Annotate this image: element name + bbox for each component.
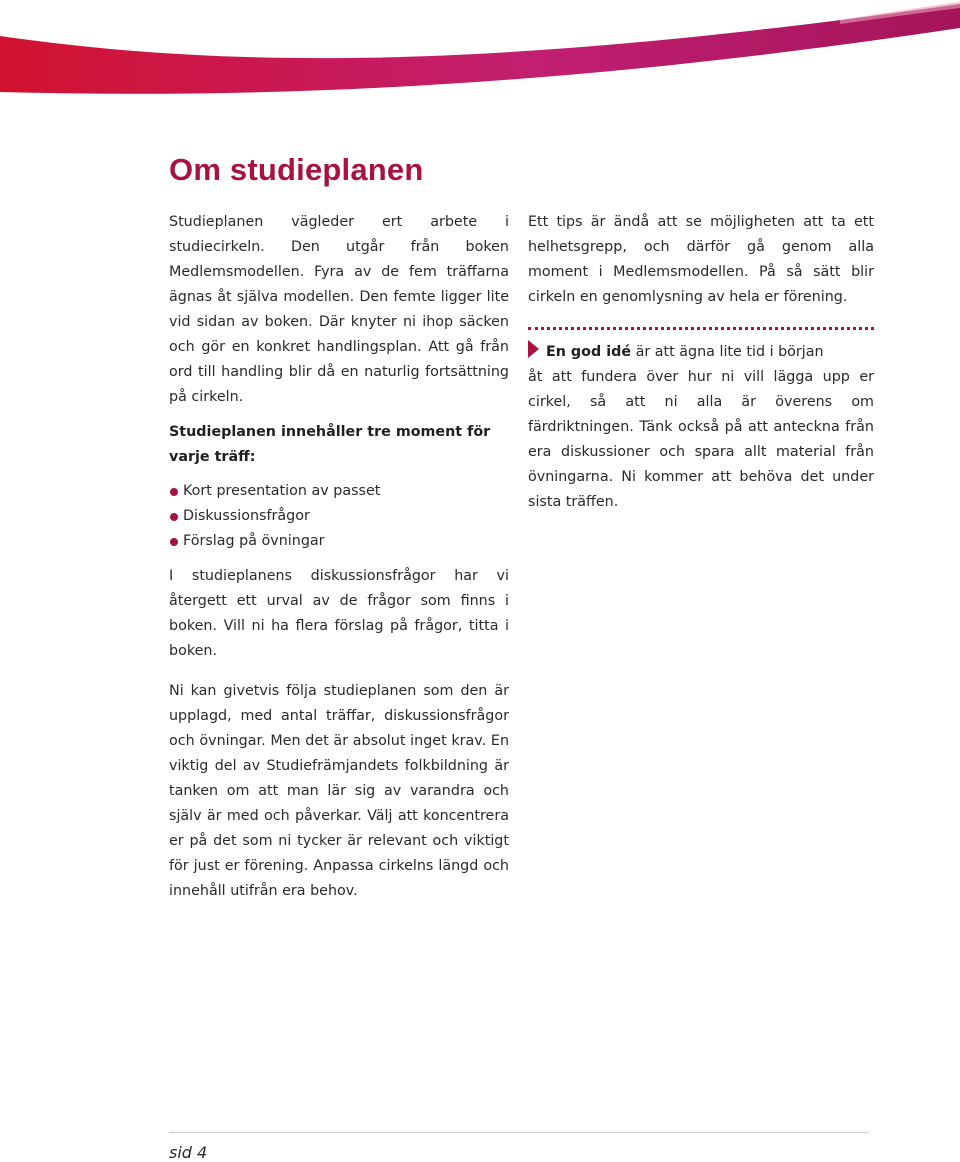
flexibility-paragraph: Ni kan givetvis följa studieplanen som den är upplagd, med antal träffar, diskussionsfrågor och övningar. Men det är absolut inget krav. En viktig del av Studiefrämjandets folkbildning är tanken om att man lär sig av varandra och själv är med och påverkar. Välj att koncentrera er på det som ni tycker är relevant och viktigt för just er förening. Anpassa cirkelns längd och innehåll utifrån era behov. [169, 683, 509, 899]
good-idea-first-line: är att ägna lite tid i början [631, 344, 824, 360]
good-idea-line [528, 340, 874, 365]
moments-subheading: Studieplanen innehåller tre moment för varje träff: [169, 424, 491, 465]
list-item [169, 504, 509, 529]
header-banner [0, 0, 960, 100]
good-idea-body: åt att fundera över hur ni vill lägga upp er cirkel, så att ni alla är överens om färdriktningen. Tänk också på att anteckna från era diskussioner och spara allt material från övningarna. Ni kommer att behöva det under sista träffen. [528, 369, 874, 510]
page-number: sid 4 [169, 1143, 208, 1162]
page-title: Om studieplanen [169, 152, 424, 187]
list-item-text: Diskussionsfrågor [183, 508, 310, 524]
moments-list [169, 479, 509, 554]
list-item-text: Förslag på övningar [183, 533, 325, 549]
left-column [169, 210, 509, 904]
list-item-text: Kort presentation av passet [183, 483, 381, 499]
list-item [169, 529, 509, 554]
bullet-dot-icon [170, 513, 178, 521]
good-idea-lead: En god idé [546, 344, 632, 360]
discussion-paragraph: I studieplanens diskussionsfrågor har vi återgett ett urval av de frågor som finns i boken. Vill ni ha flera förslag på frågor, titta i boken. [169, 568, 509, 659]
intro-paragraph: Studieplanen vägleder ert arbete i studiecirkeln. Den utgår från boken Medlemsmodellen. Fyra av de fem träffarna ägnas åt själva modellen. Den femte ligger lite vid sidan av boken. Där knyter ni ihop säcken och gör en konkret handlingsplan. Att gå från ord till handling blir då en naturlig fortsättning på cirkeln. [169, 214, 509, 405]
bullet-dot-icon [170, 488, 178, 496]
arrow-right-icon [528, 340, 539, 358]
footer-divider [169, 1132, 869, 1133]
list-item [169, 479, 509, 504]
tip-paragraph: Ett tips är ändå att se möjligheten att ta ett helhetsgrepp, och därför gå genom alla moment i Medlemsmodellen. På så sätt blir cirkeln en genomlysning av hela er förening. [528, 214, 874, 305]
bullet-dot-icon [170, 538, 178, 546]
dotted-divider [528, 327, 874, 330]
right-column [528, 210, 874, 515]
